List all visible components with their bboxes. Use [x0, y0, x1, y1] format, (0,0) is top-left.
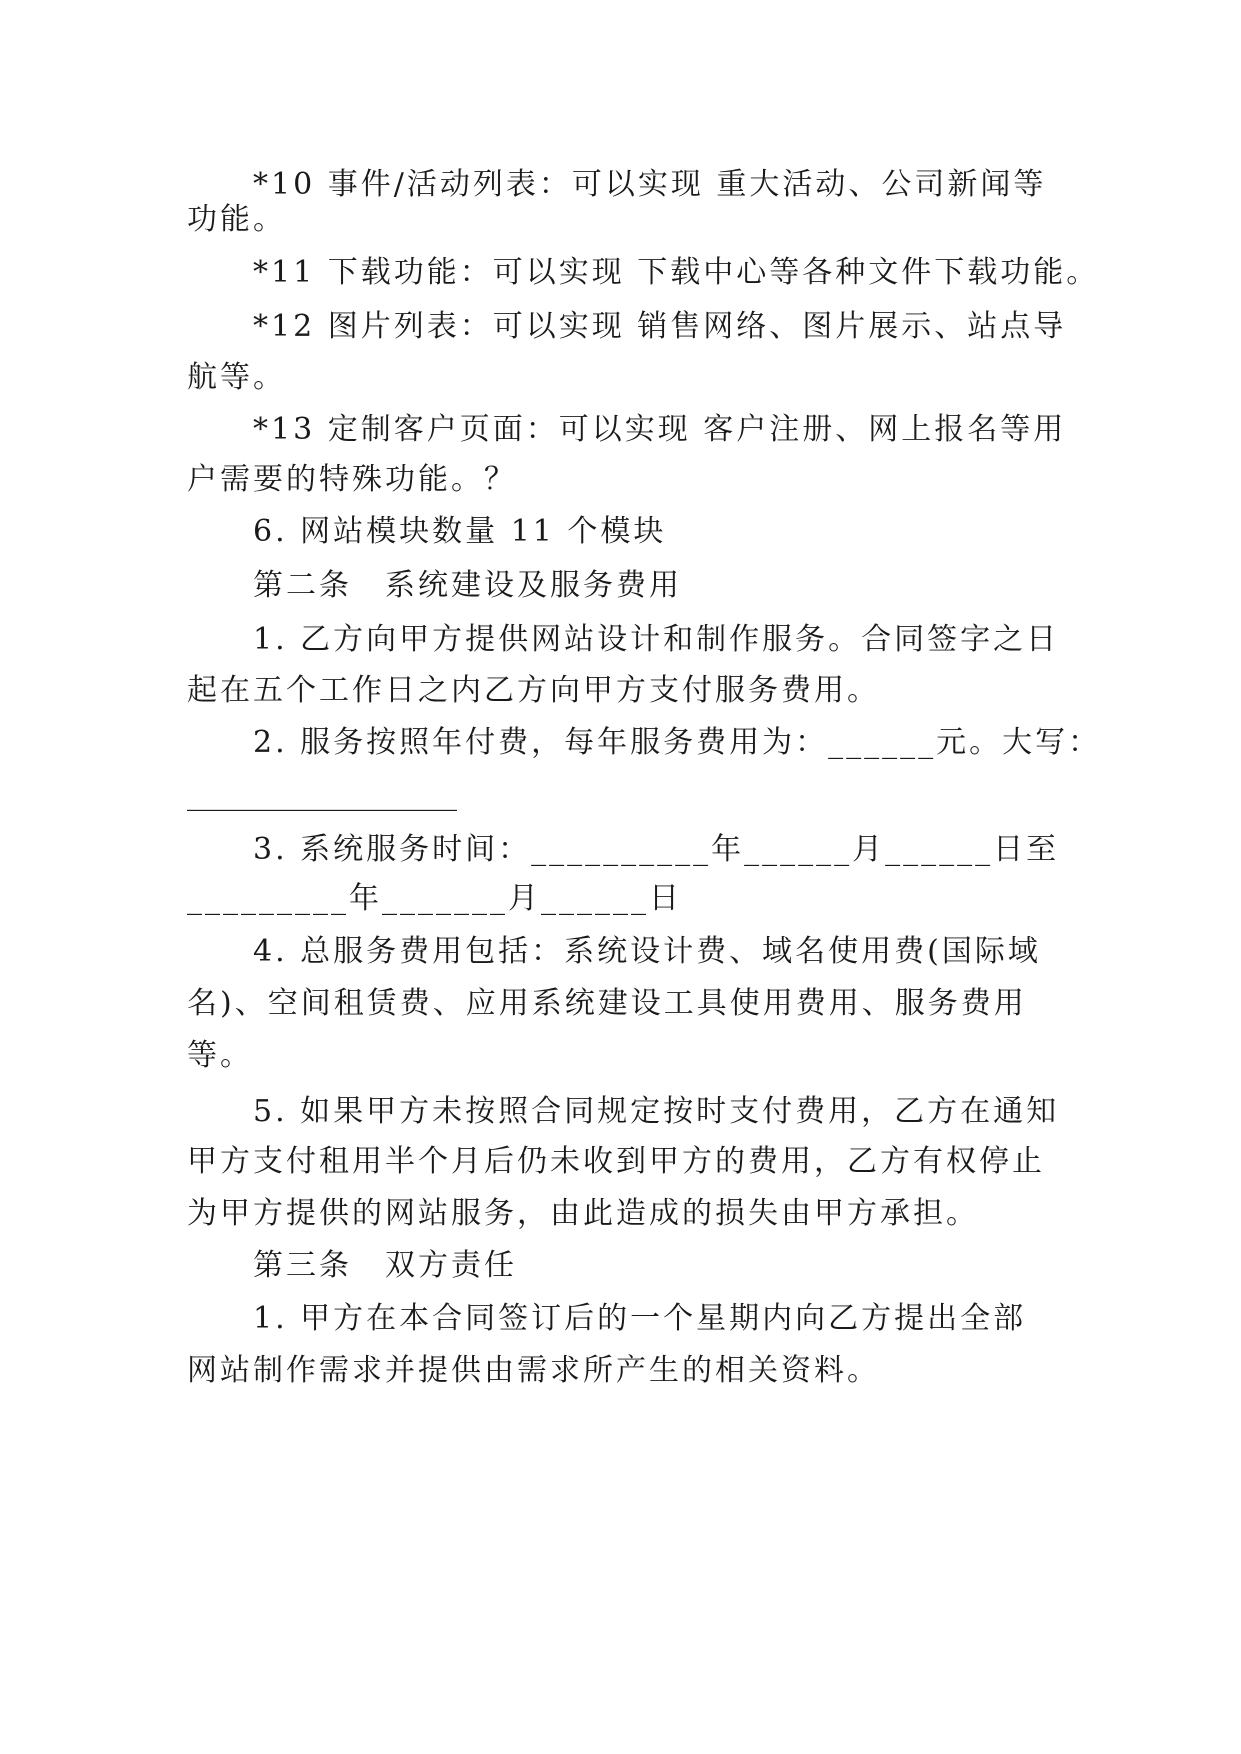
clause-2-1-line-1: 1. 乙方向甲方提供网站设计和制作服务。合同签字之日 [253, 622, 1060, 657]
item-13-line-2: 户需要的特殊功能。？ [187, 462, 517, 497]
clause-2-4-line-2: 名)、空间租赁费、应用系统建设工具使用费用、服务费用 [187, 986, 1027, 1021]
item-10-line-1: *10 事件/活动列表：可以实现 重大活动、公司新闻等 [253, 167, 1047, 202]
clause-3-1-line-1: 1. 甲方在本合同签订后的一个星期内向乙方提出全部 [253, 1301, 1027, 1336]
item-12-line-1: *12 图片列表：可以实现 销售网络、图片展示、站点导 [253, 309, 1067, 344]
clause-2-3-line-1: 3. 系统服务时间：__________年______月______日至 [253, 832, 1060, 867]
clause-2-2-blank-line: __________________ [187, 777, 457, 812]
clause-2-4-line-1: 4. 总服务费用包括：系统设计费、域名使用费(国际域 [253, 934, 1041, 969]
clause-2-4-line-3: 等。 [187, 1038, 253, 1073]
module-count-line: 6. 网站模块数量 11 个模块 [253, 514, 667, 549]
item-10-line-2: 功能。 [187, 202, 286, 237]
item-12-line-2: 航等。 [187, 360, 286, 395]
clause-3-1-line-2: 网站制作需求并提供由需求所产生的相关资料。 [187, 1353, 880, 1388]
clause-2-5-line-1: 5. 如果甲方未按照合同规定按时支付费用，乙方在通知 [253, 1094, 1060, 1129]
clause-2-5-line-2: 甲方支付租用半个月后仍未收到甲方的费用，乙方有权停止 [187, 1144, 1045, 1179]
clause-2-2-line-1: 2. 服务按照年付费，每年服务费用为：______元。大写： [253, 725, 1102, 760]
article-2-heading: 第二条 系统建设及服务费用 [253, 568, 682, 603]
item-11-line-1: *11 下载功能：可以实现 下载中心等各种文件下载功能。 [253, 255, 1100, 290]
clause-2-1-line-2: 起在五个工作日之内乙方向甲方支付服务费用。 [187, 673, 880, 708]
clause-2-5-line-3: 为甲方提供的网站服务，由此造成的损失由甲方承担。 [187, 1196, 979, 1231]
clause-2-3-line-2: _________年_______月______日 [187, 881, 682, 916]
article-3-heading: 第三条 双方责任 [253, 1248, 517, 1283]
item-13-line-1: *13 定制客户页面：可以实现 客户注册、网上报名等用 [253, 412, 1067, 447]
